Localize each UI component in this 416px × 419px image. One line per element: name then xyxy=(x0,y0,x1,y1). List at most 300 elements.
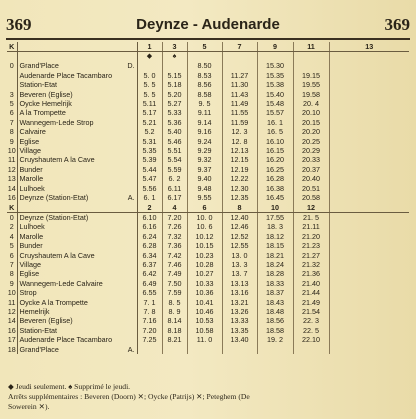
timetable-row xyxy=(7,232,409,241)
departure-time: 18.21 xyxy=(257,251,293,260)
departure-time: 5.11 xyxy=(137,99,162,108)
departure-time: 13.35 xyxy=(222,326,257,335)
departure-time: 18.56 xyxy=(257,316,293,325)
station-label: Village xyxy=(19,259,41,269)
station-name xyxy=(17,279,137,288)
station-name xyxy=(17,335,137,344)
station-label: Eglise xyxy=(19,136,40,146)
station-label: Audenarde Place Tacambaro xyxy=(19,70,113,80)
s2-header-row xyxy=(7,203,409,213)
departure-time: 11.43 xyxy=(222,90,257,99)
station-name xyxy=(17,241,137,250)
departure-time: 18.43 xyxy=(257,298,293,307)
departure-time: 10. 6 xyxy=(187,222,222,231)
departure-time: 12. 3 xyxy=(222,127,257,136)
departure-time: 21.40 xyxy=(293,279,329,288)
departure-time: 5.51 xyxy=(162,146,187,155)
station-label: Beveren (Eglise) xyxy=(19,316,73,326)
departure-time xyxy=(137,345,162,354)
departure-time: 21.32 xyxy=(293,260,329,269)
departure-time: 20. 4 xyxy=(293,99,329,108)
departure-time: 5.56 xyxy=(137,184,162,193)
s1-header-row xyxy=(7,42,409,52)
departure-time: 5.46 xyxy=(162,137,187,146)
timetable-row xyxy=(7,61,409,70)
page-number-right: 369 xyxy=(384,15,410,34)
footer-legend: ◆ Jeudi seulement. ♠ Supprimé le jeudi. xyxy=(8,382,131,391)
departure-time xyxy=(293,345,329,354)
station-name xyxy=(17,269,137,278)
departure-time: 12.19 xyxy=(222,165,257,174)
km-value: 11 xyxy=(8,297,16,307)
timetable-row xyxy=(7,335,409,344)
train-symbol: ♠ xyxy=(162,52,187,62)
timetable-row xyxy=(7,99,409,108)
departure-time: 8.14 xyxy=(162,316,187,325)
departure-time: 9. 5 xyxy=(187,99,222,108)
departure-time: 8. 9 xyxy=(162,307,187,316)
station-label: Eglise xyxy=(19,269,40,279)
departure-time: 7.46 xyxy=(162,260,187,269)
station-name xyxy=(17,80,137,89)
departure-time: 18.28 xyxy=(257,269,293,278)
departure-time: 7.25 xyxy=(137,335,162,344)
departure-time: 19.15 xyxy=(293,71,329,80)
departure-time: 12.35 xyxy=(222,193,257,202)
departure-time: 7.16 xyxy=(137,316,162,325)
departure-time xyxy=(187,345,222,354)
train-symbol xyxy=(257,52,293,62)
departure-time: 20.29 xyxy=(293,146,329,155)
station-label: Oycke Hemelrijk xyxy=(19,99,72,109)
km-value xyxy=(7,71,17,80)
departure-time: 5.21 xyxy=(137,118,162,127)
departure-time xyxy=(222,61,257,70)
footer-extra-stops-cont: Sowerein ✕). xyxy=(8,402,50,411)
station-label: Audenarde Place Tacambaro xyxy=(19,335,113,345)
timetable-row xyxy=(7,269,409,278)
train-symbol xyxy=(187,52,222,62)
station-name xyxy=(17,174,137,183)
departure-time: 5.17 xyxy=(137,108,162,117)
departure-time: 9.24 xyxy=(187,137,222,146)
departure-time: 7.20 xyxy=(137,326,162,335)
departure-time: 5.59 xyxy=(162,165,187,174)
km-value: 14 xyxy=(7,183,16,193)
station-name xyxy=(17,90,137,99)
departure-time: 21.49 xyxy=(293,298,329,307)
km-value: 0 xyxy=(7,61,17,70)
timetable-footer xyxy=(8,382,408,412)
departure-time xyxy=(329,307,409,316)
departure-time: 9.37 xyxy=(187,165,222,174)
train-number: 11 xyxy=(293,42,329,52)
departure-time: 7.32 xyxy=(162,232,187,241)
departure-time: 20.25 xyxy=(293,137,329,146)
header-rule xyxy=(6,38,410,40)
timetable-header xyxy=(6,8,410,40)
timetable-row xyxy=(7,184,409,193)
km-header: K xyxy=(7,203,17,213)
departure-time xyxy=(329,108,409,117)
departure-time xyxy=(329,71,409,80)
departure-time: 5. 5 xyxy=(137,90,162,99)
timetable-row xyxy=(7,80,409,89)
departure-time xyxy=(329,155,409,164)
departure-time xyxy=(329,118,409,127)
station-label: Hemelrijk xyxy=(19,306,50,316)
timetable-row xyxy=(7,251,409,260)
departure-time xyxy=(329,137,409,146)
departure-time: 21.11 xyxy=(293,222,329,231)
station-name xyxy=(17,288,137,297)
station-name xyxy=(17,251,137,260)
departure-time: 7.20 xyxy=(162,212,187,222)
departure-time xyxy=(329,90,409,99)
departure-time: 19.55 xyxy=(293,80,329,89)
departure-time: 22. 3 xyxy=(293,316,329,325)
departure-time: 10.12 xyxy=(187,232,222,241)
departure-time: 19. 2 xyxy=(257,335,293,344)
timetable-row xyxy=(7,193,409,202)
departure-time: 7. 1 xyxy=(137,298,162,307)
departure-time xyxy=(329,174,409,183)
train-symbol xyxy=(222,52,257,62)
station-name xyxy=(17,193,137,202)
station-label: Grand'Place xyxy=(19,344,59,354)
train-number: 3 xyxy=(162,42,187,52)
departure-time xyxy=(329,345,409,354)
departure-time: 12.52 xyxy=(222,232,257,241)
departure-time: 6.37 xyxy=(137,260,162,269)
timetable-row xyxy=(7,174,409,183)
departure-time: 5.20 xyxy=(162,90,187,99)
departure-time: 18.12 xyxy=(257,232,293,241)
departure-time: 6. 1 xyxy=(137,193,162,202)
departure-time: 22. 5 xyxy=(293,326,329,335)
timetable-row xyxy=(7,326,409,335)
km-value: 5 xyxy=(7,241,17,250)
station-name xyxy=(17,260,137,269)
timetable-row xyxy=(7,288,409,297)
km-blank xyxy=(7,52,17,62)
symbol-row xyxy=(7,52,409,62)
departure-time xyxy=(329,127,409,136)
train-number: 2 xyxy=(137,203,162,213)
km-value: 7 xyxy=(7,118,17,127)
departure-time: 9.32 xyxy=(187,155,222,164)
timetable-row xyxy=(7,118,409,127)
departure-time: 7.49 xyxy=(162,269,187,278)
departure-time xyxy=(293,61,329,70)
km-value: 18 xyxy=(7,344,16,354)
station-label: Village xyxy=(19,146,41,156)
departure-time: 16.45 xyxy=(257,193,293,202)
departure-time xyxy=(329,251,409,260)
train-symbol: ◆ xyxy=(137,52,162,62)
departure-time: 16.38 xyxy=(257,184,293,193)
departure-time: 10.27 xyxy=(187,269,222,278)
station-label: A la Trompette xyxy=(19,108,66,118)
km-value: 7 xyxy=(7,260,17,269)
station-name xyxy=(17,165,137,174)
timetable-row xyxy=(7,316,409,325)
departure-time: 9.29 xyxy=(187,146,222,155)
departure-time xyxy=(329,288,409,297)
departure-time: 10.15 xyxy=(187,241,222,250)
station-label: Deynze (Station-Etat) xyxy=(19,212,89,222)
departure-time: 13.26 xyxy=(222,307,257,316)
station-name xyxy=(17,108,137,117)
km-value: 9 xyxy=(7,279,17,288)
train-symbol xyxy=(293,52,329,62)
departure-time: 5.39 xyxy=(137,155,162,164)
km-value: 12 xyxy=(7,164,16,174)
station-name xyxy=(17,127,137,136)
station-header xyxy=(17,203,137,213)
km-value: 14 xyxy=(7,316,16,326)
departure-time: 12.13 xyxy=(222,146,257,155)
station-label: Station-Etat xyxy=(19,325,58,335)
departure-time xyxy=(329,184,409,193)
page-title: Deynze - Audenarde xyxy=(136,16,280,33)
timetable-row xyxy=(7,90,409,99)
departure-time: 5.44 xyxy=(137,165,162,174)
station-name xyxy=(17,71,137,80)
departure-time: 5.18 xyxy=(162,80,187,89)
station-name xyxy=(17,345,137,354)
station-name xyxy=(17,184,137,193)
km-value: 8 xyxy=(7,269,17,278)
departure-time: 16.15 xyxy=(257,146,293,155)
departure-time: 12.55 xyxy=(222,241,257,250)
departure-time xyxy=(329,146,409,155)
station-label: Bunder xyxy=(19,164,43,174)
departure-time: 18. 3 xyxy=(257,222,293,231)
timetable-table xyxy=(7,42,409,354)
timetable-row xyxy=(7,155,409,164)
km-value: 9 xyxy=(7,137,17,146)
train-number xyxy=(329,203,409,213)
km-value: 6 xyxy=(7,251,17,260)
departure-time: 21.36 xyxy=(293,269,329,278)
departure-time xyxy=(329,335,409,344)
departure-time: 9.40 xyxy=(187,174,222,183)
departure-time: 5. 0 xyxy=(137,71,162,80)
departure-time: 15.30 xyxy=(257,61,293,70)
departure-time: 21.54 xyxy=(293,307,329,316)
departure-time: 5.15 xyxy=(162,71,187,80)
station-label: Strop xyxy=(19,288,37,298)
station-name xyxy=(17,222,137,231)
train-symbol xyxy=(329,52,409,62)
departure-time: 16.20 xyxy=(257,155,293,164)
station-name xyxy=(17,232,137,241)
departure-time: 20.10 xyxy=(293,108,329,117)
departure-time: 6. 2 xyxy=(162,174,187,183)
departure-time: 21.20 xyxy=(293,232,329,241)
station-label: Cruyshautem A la Cave xyxy=(19,155,95,165)
timetable-row xyxy=(7,71,409,80)
station-name xyxy=(17,326,137,335)
departure-time: 13. 7 xyxy=(222,269,257,278)
departure-time: 11.55 xyxy=(222,108,257,117)
departure-time: 6.34 xyxy=(137,251,162,260)
departure-time: 10.58 xyxy=(187,326,222,335)
departure-time xyxy=(329,212,409,222)
km-value: 6 xyxy=(7,108,17,117)
train-number: 5 xyxy=(187,42,222,52)
departure-time xyxy=(329,232,409,241)
departure-time: 6.55 xyxy=(137,288,162,297)
departure-time: 5.47 xyxy=(137,174,162,183)
departure-time: 22.10 xyxy=(293,335,329,344)
departure-time xyxy=(329,80,409,89)
km-value: 12 xyxy=(7,306,16,316)
departure-time: 18.58 xyxy=(257,326,293,335)
departure-time: 10.36 xyxy=(187,288,222,297)
timetable-row xyxy=(7,108,409,117)
timetable-row xyxy=(7,241,409,250)
station-name xyxy=(17,307,137,316)
departure-time: 13. 0 xyxy=(222,251,257,260)
departure-time: 16. 5 xyxy=(257,127,293,136)
station-name xyxy=(17,155,137,164)
departure-time: 5.35 xyxy=(137,146,162,155)
station-name xyxy=(17,298,137,307)
departure-time: 20.37 xyxy=(293,165,329,174)
train-number: 4 xyxy=(162,203,187,213)
departure-time: 8.56 xyxy=(187,80,222,89)
departure-time: 16.10 xyxy=(257,137,293,146)
departure-time: 20.20 xyxy=(293,127,329,136)
departure-time: 7.36 xyxy=(162,241,187,250)
train-number: 1 xyxy=(137,42,162,52)
station-blank xyxy=(17,52,137,62)
departure-time: 11.27 xyxy=(222,71,257,80)
departure-time: 13.33 xyxy=(222,316,257,325)
page-number-left: 369 xyxy=(6,15,32,34)
departure-time: 21. 5 xyxy=(293,212,329,222)
station-label: Marolle xyxy=(19,174,44,184)
departure-time: 18.37 xyxy=(257,288,293,297)
departure-time: 12.22 xyxy=(222,174,257,183)
departure-time: 11.49 xyxy=(222,99,257,108)
departure-time: 7.42 xyxy=(162,251,187,260)
departure-time: 6.24 xyxy=(137,232,162,241)
km-value: 16 xyxy=(7,193,16,203)
departure-time: 5. 5 xyxy=(137,80,162,89)
footer-extra-stops: Arrêts supplémentaires : Beveren (Doorn) ✕; Oycke (Patrijs) ✕; Peteghem (De xyxy=(8,392,250,401)
departure-time xyxy=(329,279,409,288)
departure-time xyxy=(137,61,162,70)
train-number: 7 xyxy=(222,42,257,52)
station-label: Calvaire xyxy=(19,127,46,137)
departure-time: 12.15 xyxy=(222,155,257,164)
departure-time: 15.40 xyxy=(257,90,293,99)
departure-time: 6.17 xyxy=(162,193,187,202)
departure-time xyxy=(222,345,257,354)
station-label: Deynze (Station-Etat) xyxy=(19,193,89,203)
departure-time: 8.58 xyxy=(187,90,222,99)
departure-time xyxy=(329,260,409,269)
departure-time: 21.23 xyxy=(293,241,329,250)
km-value: 2 xyxy=(7,222,17,231)
station-label: Wannegem-Lede Calvaire xyxy=(19,278,103,288)
departure-time: 15.48 xyxy=(257,99,293,108)
station-name xyxy=(17,118,137,127)
departure-time: 9.14 xyxy=(187,118,222,127)
km-value: 3 xyxy=(7,90,17,99)
timetable-row xyxy=(7,212,409,222)
timetable-row xyxy=(7,298,409,307)
departure-time xyxy=(329,316,409,325)
timetable-row xyxy=(7,146,409,155)
station-label: Beveren (Eglise) xyxy=(19,89,73,99)
departure-time: 5.2 xyxy=(137,127,162,136)
departure-time: 8.53 xyxy=(187,71,222,80)
station-name xyxy=(17,146,137,155)
station-name xyxy=(17,137,137,146)
departure-time: 16.28 xyxy=(257,174,293,183)
station-suffix: D. xyxy=(127,61,135,71)
departure-time: 10.53 xyxy=(187,316,222,325)
train-number: 9 xyxy=(257,42,293,52)
km-value xyxy=(7,80,17,89)
departure-time: 21.27 xyxy=(293,251,329,260)
timetable-row xyxy=(7,307,409,316)
departure-time xyxy=(329,99,409,108)
departure-time: 20.15 xyxy=(293,118,329,127)
departure-time xyxy=(329,193,409,202)
departure-time: 5.36 xyxy=(162,118,187,127)
timetable-row xyxy=(7,345,409,354)
departure-time xyxy=(162,61,187,70)
departure-time xyxy=(257,345,293,354)
km-value: 8 xyxy=(7,127,17,136)
station-name xyxy=(17,316,137,325)
departure-time: 10.28 xyxy=(187,260,222,269)
station-name xyxy=(17,61,137,70)
departure-time: 20.58 xyxy=(293,193,329,202)
departure-time: 20.33 xyxy=(293,155,329,164)
departure-time: 19.58 xyxy=(293,90,329,99)
departure-time: 11.59 xyxy=(222,118,257,127)
departure-time: 5.54 xyxy=(162,155,187,164)
departure-time: 8.21 xyxy=(162,335,187,344)
departure-time: 20.40 xyxy=(293,174,329,183)
departure-time: 6.42 xyxy=(137,269,162,278)
departure-time: 12.40 xyxy=(222,212,257,222)
train-number: 12 xyxy=(293,203,329,213)
km-value: 16 xyxy=(7,325,16,335)
train-number: 6 xyxy=(187,203,222,213)
departure-time: 16.25 xyxy=(257,165,293,174)
departure-time: 5.31 xyxy=(137,137,162,146)
km-value: 11 xyxy=(8,155,16,165)
station-name xyxy=(17,212,137,222)
departure-time: 6.16 xyxy=(137,222,162,231)
departure-time: 9.16 xyxy=(187,127,222,136)
station-label: Oycke A la Trompette xyxy=(19,297,88,307)
departure-time: 15.57 xyxy=(257,108,293,117)
departure-time: 10.23 xyxy=(187,251,222,260)
departure-time: 13.16 xyxy=(222,288,257,297)
departure-time: 5.40 xyxy=(162,127,187,136)
departure-time: 10. 0 xyxy=(187,212,222,222)
timetable-row xyxy=(7,137,409,146)
departure-time: 12. 8 xyxy=(222,137,257,146)
